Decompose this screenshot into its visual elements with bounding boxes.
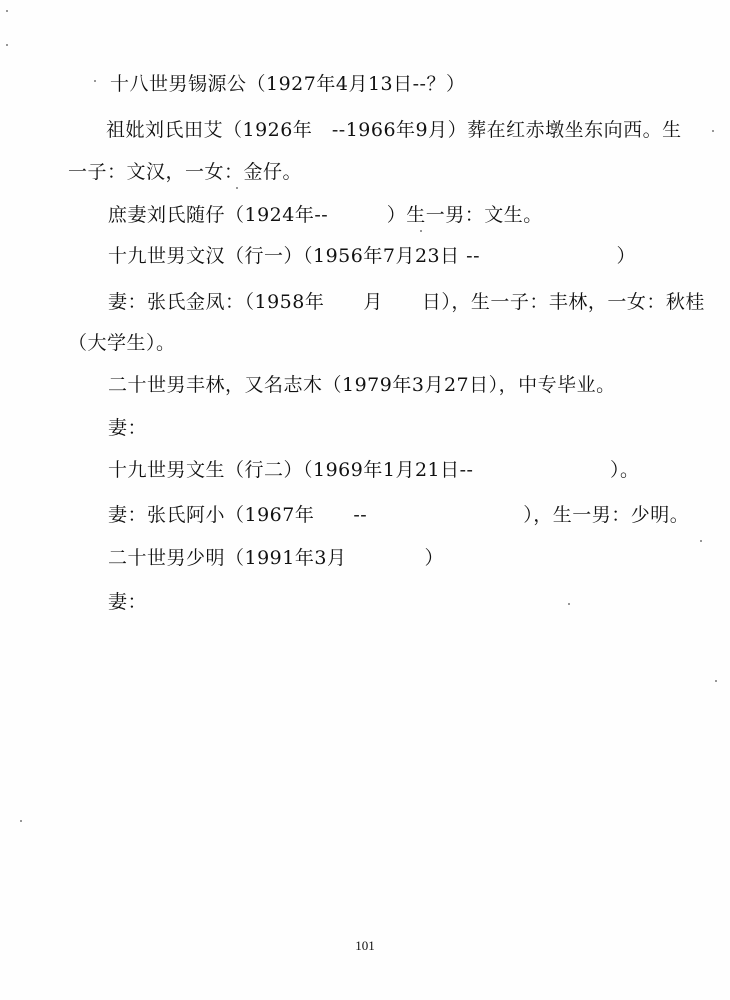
- page-number: 101: [355, 938, 375, 953]
- scan-speck: [568, 603, 570, 605]
- scan-speck: [420, 230, 422, 232]
- scan-speck: [6, 44, 8, 46]
- text-line-8: 二十世男丰林，又名志木（1979年3月27日），中专毕业。: [108, 374, 616, 396]
- text-line-2: 祖妣刘氏田艾（1926年 --1966年9月）葬在红赤墩坐东向西。生: [106, 119, 682, 141]
- text-line-6: 妻：张氏金凤：（1958年 月 日），生一子：丰林，一女：秋桂: [108, 291, 705, 313]
- text-line-1: 十八世男锡源公（1927年4月13日--？）: [110, 73, 466, 95]
- scan-speck: [712, 130, 714, 132]
- text-line-10: 十九世男文生（行二）（1969年1月21日-- ）。: [108, 459, 640, 481]
- text-line-4: 庶妻刘氏随仔（1924年-- ）生一男：文生。: [108, 204, 543, 226]
- text-line-5: 十九世男文汉（行一）（1956年7月23日 -- ）: [108, 245, 636, 267]
- text-line-11: 妻：张氏阿小（1967年 -- ），生一男：少明。: [108, 504, 690, 526]
- text-line-12: 二十世男少明（1991年3月 ）: [108, 547, 444, 569]
- scan-speck: [6, 10, 8, 12]
- scan-speck: [94, 80, 96, 82]
- text-line-3: 一子：文汉，一女：金仔。: [68, 161, 303, 183]
- scan-speck: [236, 187, 238, 189]
- text-line-7: （大学生）。: [68, 332, 176, 354]
- text-line-9: 妻：: [108, 417, 148, 439]
- scan-speck: [20, 820, 22, 822]
- scan-speck: [700, 540, 702, 542]
- scan-speck: [715, 680, 717, 682]
- text-line-13: 妻：: [108, 591, 148, 613]
